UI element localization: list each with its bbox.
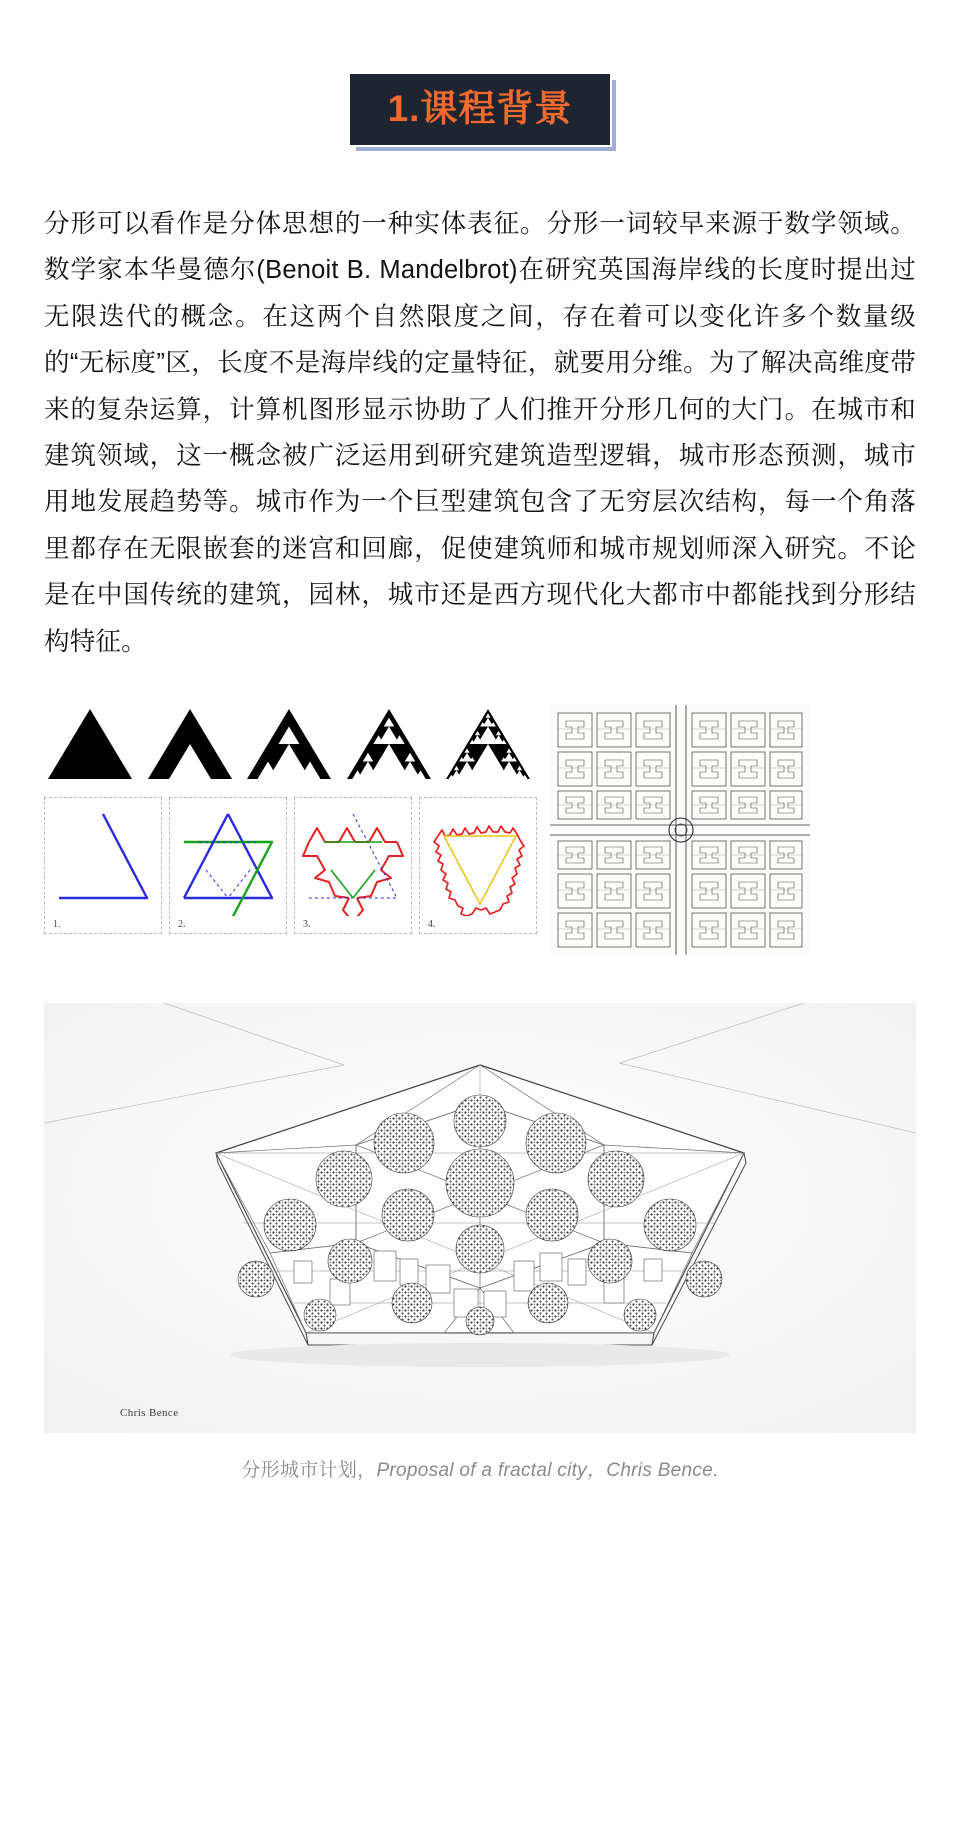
fractal-urban-plan-drawing xyxy=(550,705,810,955)
koch-step-3-label: 3. xyxy=(303,919,311,931)
koch-step-2 xyxy=(169,797,287,934)
koch-step-2-label: 2. xyxy=(178,919,186,931)
koch-step-4-label: 4. xyxy=(428,919,436,931)
sierpinski-triangle-iterations xyxy=(44,705,534,783)
figure-caption-en: Proposal of a fractal city，Chris Bence. xyxy=(376,1460,719,1482)
koch-step-4 xyxy=(419,797,537,934)
koch-step-1-label: 1. xyxy=(53,919,61,931)
body-paragraph: 分形可以看作是分体思想的一种实体表征。分形一词较早来源于数学领域。数学家本华曼德尔(Benoit B. Mandelbrot)在研究英国海岸线的长度时提出过无限迭代的概念。在这两个自然限度之间，存在着可以变化许多个数量级的“无标度”区，长度不是海岸线的定量特征，就要用分维。为了解决高维度带来的复杂运算，计算机图形显示协助了人们推开分形几何的大门。在城市和建筑领域，这一概念被广泛运用到研究建筑造型逻辑，城市形态预测，城市用地发展趋势等。城市作为一个巨型建筑包含了无穷层次结构，每一个角落里都存在无限嵌套的迷宫和回廊，促使建筑师和城市规划师深入研究。不论是在中国传统的建筑，园林，城市还是西方现代化大都市中都能找到分形结构特征。 xyxy=(44,210,916,656)
sierpinski-iteration-1 xyxy=(144,705,236,783)
figure-caption-cn: 分形城市计划， xyxy=(241,1460,377,1482)
sierpinski-iteration-4 xyxy=(442,705,534,783)
sierpinski-iteration-3 xyxy=(343,705,435,783)
fractal-city-perspective-drawing xyxy=(44,1003,916,1433)
koch-step-1 xyxy=(44,797,162,934)
koch-snowflake-iterations xyxy=(44,797,534,934)
sierpinski-iteration-2 xyxy=(243,705,335,783)
page-title: 1.课程背景 xyxy=(350,74,611,145)
sierpinski-iteration-0 xyxy=(44,705,136,783)
fractal-diagrams xyxy=(44,705,534,934)
figure-caption xyxy=(44,1455,916,1482)
page-title-container xyxy=(0,0,960,145)
figure-row xyxy=(44,705,916,955)
koch-step-3 xyxy=(294,797,412,934)
drawing-signature: Chris Bence xyxy=(120,1407,179,1420)
